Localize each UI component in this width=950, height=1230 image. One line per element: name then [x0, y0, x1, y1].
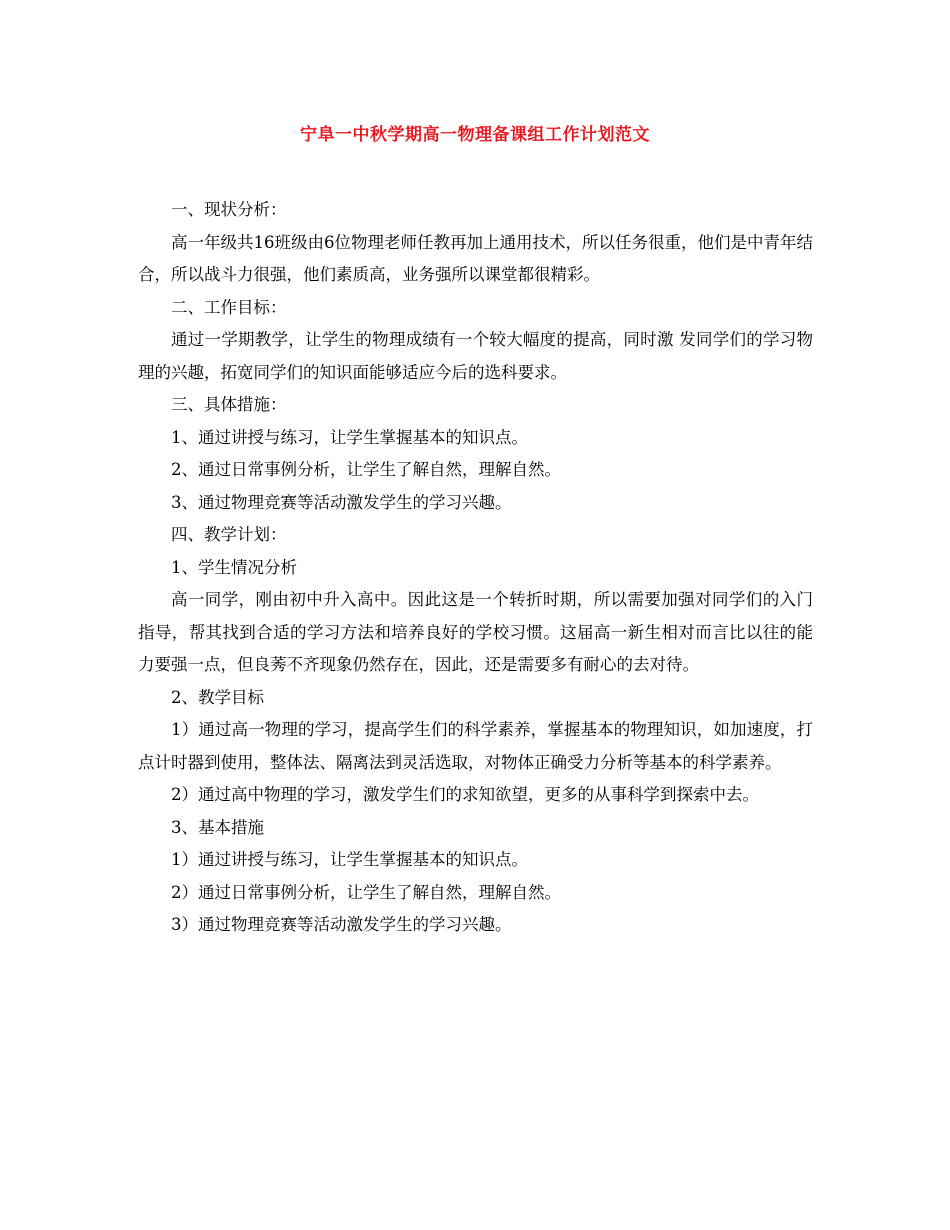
document-body	[138, 194, 813, 942]
list-item: 1、通过讲授与练习，让学生掌握基本的知识点。	[171, 427, 528, 447]
list-item: 2）通过日常事例分析，让学生了解自然，理解自然。	[171, 882, 561, 902]
list-item: 1）通过讲授与练习，让学生掌握基本的知识点。	[171, 850, 528, 869]
section-heading: 三、具体措施：	[171, 395, 287, 414]
subsection-heading: 3、基本措施	[171, 817, 264, 837]
body-paragraph: 2）通过高中物理的学习，激发学生们的求知欲望，更多的从事科学到探索中去。	[171, 785, 759, 804]
section-heading: 二、工作目标：	[171, 297, 287, 317]
document-title: 宁阜一中秋学期高一物理备课组工作计划范文	[300, 125, 650, 145]
list-item: 3）通过物理竞赛等活动激发学生的学习兴趣。	[171, 915, 512, 934]
section-heading: 四、教学计划：	[171, 525, 287, 544]
list-item: 2、通过日常事例分析，让学生了解自然，理解自然。	[171, 460, 561, 479]
body-paragraph: 高一同学，刚由初中升入高中。因此这是一个转折时期，所以需要加强对同学们的入门指导，帮其找到合适的学习方法和培养良好的学校习惯。这届高一新生相对而言比以往的能力要强一点，但良莠不齐现象仍然存在，因此，还是需要多有耐心的去对待。	[138, 590, 813, 674]
subsection-heading: 2、教学目标	[171, 687, 264, 707]
body-paragraph: 1）通过高一物理的学习，提高学生们的科学素养，掌握基本的物理知识，如加速度，打点计时器到使用，整体法、隔离法到灵活选取，对物体正确受力分析等基本的科学素养。	[138, 720, 813, 772]
body-paragraph: 高一年级共16班级由6位物理老师任教再加上通用技术，所以任务很重，他们是中青年结合，所以战斗力很强，他们素质高，业务强所以课堂都很精彩。	[138, 232, 813, 284]
subsection-heading: 1、学生情况分析	[171, 557, 297, 577]
body-paragraph: 通过一学期教学，让学生的物理成绩有一个较大幅度的提高，同时激 发同学们的学习物理的兴趣，拓宽同学们的知识面能够适应今后的选科要求。	[138, 330, 813, 382]
section-heading: 一、现状分析：	[171, 200, 287, 219]
list-item: 3、通过物理竞赛等活动激发学生的学习兴趣。	[171, 492, 512, 512]
